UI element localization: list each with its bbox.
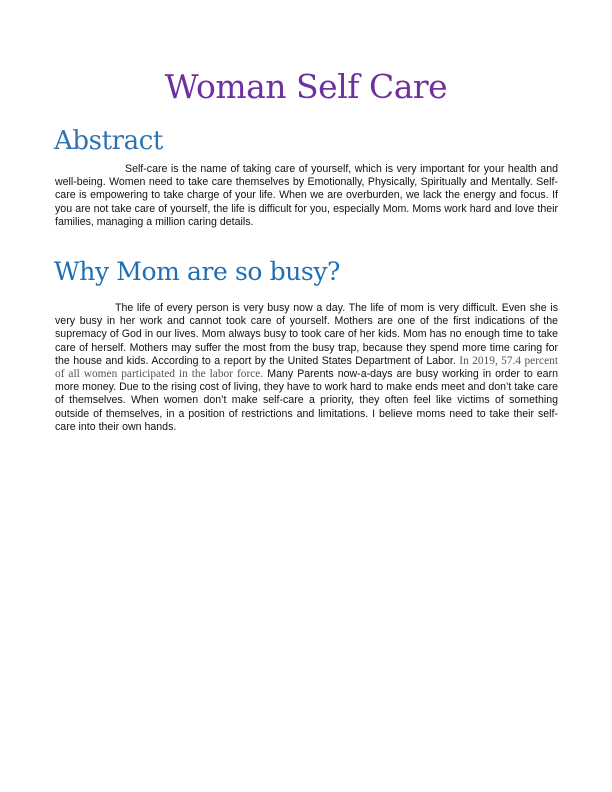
abstract-paragraph: Self-care is the name of taking care of yourself, which is very important for your health and well-being. Women need to take care themselves by Emotionally, Physically, Spiritually and Mentally. Self-care is empowering to take charge of your life. When we are overburden, we lack the energy and focus. If you are not take care of yourself, the life is difficult for you, especially Mom. Moms work hard and love their families, managing a million caring details. <box>55 163 558 228</box>
busy-paragraph-text-part1: The life of every person is very busy now a day. The life of mom is very difficult. Even she is very busy in her work and cannot took care of yourself. Mothers are one of the first indications of the supremacy of God in our lives. Mom always busy to took care of her kids. Mom has no enough time to take care of herself. Mothers may suffer the most from the busy trap, because they spend more time caring for the house and kids. According to a report by the United States Department of Labor. <box>55 302 558 367</box>
busy-section-heading: Why Mom are so busy? <box>54 257 341 286</box>
abstract-heading: Abstract <box>54 126 163 156</box>
busy-section-paragraph <box>55 302 558 434</box>
busy-paragraph-text-part2: Many Parents now-a-days are busy working in order to earn more money. Due to the rising cost of living, they have to work hard to make ends meet and don’t take care of themselves. When women don’t make self-care a priority, they often feel like victims of something outside of themselves, in a position of restrictions and limitations. I believe moms need to take their self-care into their own hands. <box>55 368 558 433</box>
document-title: Woman Self Care <box>164 67 448 106</box>
labor-force-statistic: In 2019, 57.4 percent of all women participated in the labor force. <box>55 354 558 381</box>
